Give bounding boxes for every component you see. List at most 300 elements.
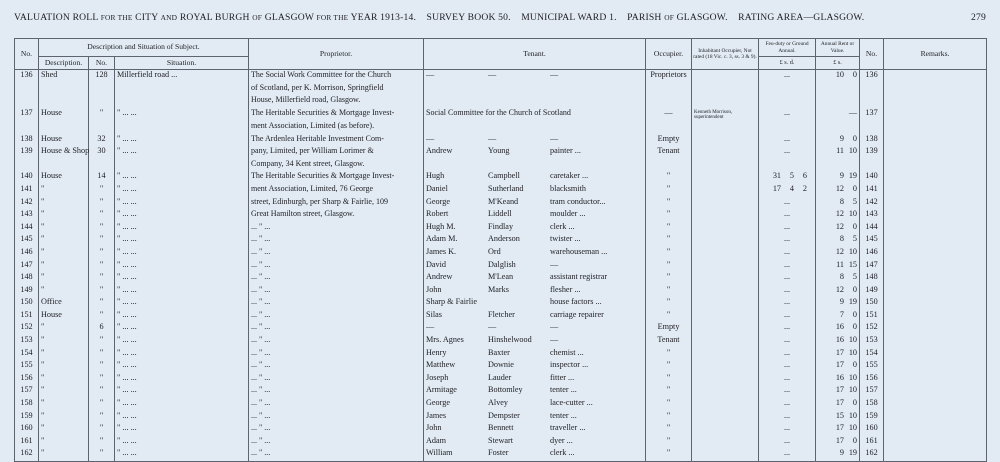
row-feu-duty — [759, 310, 816, 323]
row-proprietor: The Ardenlea Heritable Investment Com- — [249, 134, 424, 147]
row-street-number: " — [89, 184, 115, 197]
row-situation: " ... ... — [115, 260, 249, 273]
row-situation: Millerfield road ... — [115, 70, 249, 83]
row-situation: " ... ... — [115, 234, 249, 247]
row-rent — [816, 171, 860, 184]
page-number: 279 — [971, 12, 986, 23]
row-proprietor: street, Edinburgh, per Sharp & Fairlie, 109 — [249, 197, 424, 210]
row-number: 161 — [15, 436, 39, 449]
feu-dots: ... — [783, 234, 791, 244]
row-number: 148 — [15, 272, 39, 285]
municipal-ward: MUNICIPAL WARD 1. — [521, 12, 617, 23]
tenant-forename: — — [426, 322, 435, 332]
row-remarks — [884, 272, 987, 285]
tenant-forename: — — [426, 133, 435, 143]
row-inhabitant — [692, 423, 759, 436]
row-rent — [816, 285, 860, 298]
rent-shillings: 10 — [848, 347, 858, 357]
row-remarks — [884, 209, 987, 222]
row-feu-duty — [759, 95, 816, 108]
row-inhabitant — [692, 385, 759, 398]
feu-dots: ... — [783, 398, 791, 408]
row-feu-duty — [759, 171, 816, 184]
tenant-surname: Sutherland — [488, 183, 524, 193]
row-occupier: " — [646, 247, 692, 260]
row-number-right: 159 — [860, 411, 884, 424]
rating-area: RATING AREA—GLASGOW. — [738, 12, 865, 23]
row-feu-duty — [759, 436, 816, 449]
row-inhabitant — [692, 260, 759, 273]
row-tenant — [424, 398, 646, 411]
row-number: 141 — [15, 184, 39, 197]
row-situation: " ... ... — [115, 448, 249, 461]
row-proprietor: House, Millerfield road, Glasgow. — [249, 95, 424, 108]
rent-shillings: 0 — [852, 70, 858, 79]
row-proprietor: pany, Limited, per William Lorimer & — [249, 146, 424, 159]
row-occupier: " — [646, 448, 692, 461]
row-inhabitant — [692, 197, 759, 210]
row-feu-duty — [759, 108, 816, 121]
row-feu-duty — [759, 70, 816, 83]
tenant-forename: Joseph — [426, 372, 449, 382]
row-situation: " ... ... — [115, 423, 249, 436]
row-street-number — [89, 121, 115, 134]
rent-pounds: 9 — [839, 297, 845, 307]
row-proprietor: ... " ... — [249, 247, 424, 260]
row-inhabitant — [692, 222, 759, 235]
row-number-right: 152 — [860, 322, 884, 335]
row-occupier — [646, 95, 692, 108]
row-proprietor: The Heritable Securities & Mortgage Invest- — [249, 108, 424, 121]
row-feu-duty — [759, 322, 816, 335]
row-occupier: Tenant — [646, 335, 692, 348]
tenant-forename: William — [426, 448, 453, 458]
row-rent — [816, 360, 860, 373]
tenant-occupation: — — [550, 259, 559, 269]
row-tenant — [424, 297, 646, 310]
row-number: 156 — [15, 373, 39, 386]
row-proprietor: The Heritable Securities & Mortgage Invest- — [249, 171, 424, 184]
row-remarks — [884, 121, 987, 134]
row-description: " — [39, 184, 89, 197]
parish-b: GLASGOW. — [676, 12, 728, 23]
table-row — [15, 322, 987, 335]
row-feu-duty — [759, 159, 816, 172]
row-inhabitant — [692, 209, 759, 222]
row-street-number: " — [89, 260, 115, 273]
row-street-number: " — [89, 108, 115, 121]
row-remarks — [884, 234, 987, 247]
row-tenant — [424, 95, 646, 108]
row-street-number: 30 — [89, 146, 115, 159]
table-row — [15, 95, 987, 108]
col-inhabitant: Inhabitant Occupier, Not rated (18 Vic. c. 3, ss. 3 & 9). — [692, 39, 759, 70]
tenant-surname: Alvey — [488, 398, 509, 408]
tenant-surname: — — [488, 133, 497, 143]
tenant-forename: James — [426, 410, 447, 420]
row-street-number: " — [89, 222, 115, 235]
row-situation: " ... ... — [115, 134, 249, 147]
table-row — [15, 348, 987, 361]
row-situation: " ... ... — [115, 197, 249, 210]
feu-dots: ... — [783, 423, 791, 433]
row-rent — [816, 423, 860, 436]
row-situation: " ... ... — [115, 335, 249, 348]
row-inhabitant — [692, 322, 759, 335]
tenant-forename: Silas — [426, 309, 442, 319]
row-tenant — [424, 436, 646, 449]
row-rent — [816, 121, 860, 134]
rent-shillings: 10 — [848, 335, 858, 345]
row-inhabitant — [692, 360, 759, 373]
rent-pounds: 17 — [835, 423, 845, 433]
row-description: " — [39, 247, 89, 260]
feu-shillings: 4 — [789, 183, 795, 193]
row-rent — [816, 310, 860, 323]
row-proprietor: ... " ... — [249, 448, 424, 461]
row-number-right — [860, 95, 884, 108]
feu-dots: ... — [783, 360, 791, 370]
row-description: " — [39, 197, 89, 210]
tenant-surname: — — [488, 70, 497, 79]
row-remarks — [884, 70, 987, 83]
tenant-forename: — — [426, 70, 435, 79]
feu-dots: ... — [783, 107, 791, 117]
row-feu-duty — [759, 360, 816, 373]
row-number-right: 140 — [860, 171, 884, 184]
tenant-full: Social Committee for the Church of Scotland — [426, 107, 571, 117]
row-inhabitant — [692, 335, 759, 348]
feu-pounds: 17 — [772, 183, 782, 193]
tenant-surname: Downie — [488, 360, 514, 370]
row-description: " — [39, 360, 89, 373]
row-description: " — [39, 411, 89, 424]
row-number: 140 — [15, 171, 39, 184]
row-rent — [816, 197, 860, 210]
row-tenant — [424, 171, 646, 184]
row-number: 151 — [15, 310, 39, 323]
row-feu-duty — [759, 335, 816, 348]
rent-pounds: 8 — [839, 196, 845, 206]
row-occupier: " — [646, 436, 692, 449]
table-row — [15, 197, 987, 210]
row-proprietor: ... " ... — [249, 411, 424, 424]
row-number — [15, 121, 39, 134]
row-rent — [816, 436, 860, 449]
row-proprietor: ... " ... — [249, 348, 424, 361]
row-remarks — [884, 222, 987, 235]
rent-pounds: 9 — [839, 133, 845, 143]
row-tenant — [424, 197, 646, 210]
row-occupier: " — [646, 197, 692, 210]
tenant-surname: Stewart — [488, 435, 514, 445]
row-situation: " ... ... — [115, 272, 249, 285]
row-situation: " ... ... — [115, 373, 249, 386]
row-street-number: " — [89, 436, 115, 449]
row-number-right: 154 — [860, 348, 884, 361]
feu-pence: 2 — [802, 183, 808, 193]
rent-shillings: 19 — [848, 171, 858, 181]
row-street-number: " — [89, 310, 115, 323]
row-inhabitant — [692, 234, 759, 247]
row-remarks — [884, 436, 987, 449]
row-number-right — [860, 83, 884, 96]
row-description — [39, 95, 89, 108]
row-description — [39, 121, 89, 134]
row-feu-duty — [759, 285, 816, 298]
tenant-forename: John — [426, 423, 442, 433]
row-remarks — [884, 247, 987, 260]
row-remarks — [884, 260, 987, 273]
row-situation: " ... ... — [115, 222, 249, 235]
tenant-surname: Baxter — [488, 347, 510, 357]
row-number — [15, 83, 39, 96]
row-tenant — [424, 234, 646, 247]
row-tenant — [424, 310, 646, 323]
row-feu-duty — [759, 234, 816, 247]
feu-dots: ... — [783, 259, 791, 269]
row-number: 144 — [15, 222, 39, 235]
table-row — [15, 285, 987, 298]
rent-pounds: 17 — [835, 398, 845, 408]
tenant-surname: Bottomley — [488, 385, 523, 395]
row-remarks — [884, 171, 987, 184]
tenant-surname: Campbell — [488, 171, 520, 181]
row-inhabitant — [692, 310, 759, 323]
title-and: AND — [160, 13, 178, 22]
row-remarks — [884, 385, 987, 398]
row-street-number: " — [89, 398, 115, 411]
rent-pounds: 7 — [839, 309, 845, 319]
title-of: OF — [252, 13, 263, 22]
tenant-surname: Young — [488, 146, 510, 156]
rent-pounds: 17 — [835, 385, 845, 395]
row-situation: " ... ... — [115, 360, 249, 373]
row-inhabitant — [692, 134, 759, 147]
row-inhabitant — [692, 297, 759, 310]
row-remarks — [884, 95, 987, 108]
row-occupier: " — [646, 272, 692, 285]
feu-dots: ... — [783, 246, 791, 256]
row-street-number: " — [89, 448, 115, 461]
col-no: No. — [15, 39, 39, 70]
row-street-number: 32 — [89, 134, 115, 147]
row-number-right: 141 — [860, 184, 884, 197]
row-proprietor: ... " ... — [249, 398, 424, 411]
row-occupier: " — [646, 423, 692, 436]
row-proprietor: ... " ... — [249, 322, 424, 335]
row-feu-duty — [759, 398, 816, 411]
col-proprietor: Proprietor. — [249, 39, 424, 70]
row-proprietor: ... " ... — [249, 423, 424, 436]
table-row — [15, 335, 987, 348]
row-tenant — [424, 83, 646, 96]
row-remarks — [884, 373, 987, 386]
row-proprietor: ... " ... — [249, 234, 424, 247]
tenant-forename: Sharp & Fairlie — [426, 297, 477, 307]
feu-dots: ... — [783, 448, 791, 458]
rent-shillings: — — [848, 107, 858, 117]
tenant-surname: Ord — [488, 246, 501, 256]
row-inhabitant — [692, 146, 759, 159]
row-description: House — [39, 171, 89, 184]
tenant-surname: Marks — [488, 284, 509, 294]
table-row — [15, 297, 987, 310]
row-description: " — [39, 272, 89, 285]
row-feu-duty — [759, 146, 816, 159]
row-number-right: 153 — [860, 335, 884, 348]
row-situation: " ... ... — [115, 348, 249, 361]
tenant-occupation: — — [550, 322, 559, 332]
col-feu-duty: Feu-duty or Ground Annual. — [759, 39, 816, 57]
row-proprietor: ... " ... — [249, 335, 424, 348]
row-remarks — [884, 297, 987, 310]
row-tenant — [424, 159, 646, 172]
row-number-right: 146 — [860, 247, 884, 260]
row-number-right: 145 — [860, 234, 884, 247]
row-street-number: " — [89, 209, 115, 222]
col-occupier: Occupier. — [646, 39, 692, 70]
row-description: " — [39, 373, 89, 386]
row-number-right: 139 — [860, 146, 884, 159]
row-proprietor: ... " ... — [249, 285, 424, 298]
row-situation: " ... ... — [115, 146, 249, 159]
row-inhabitant: Kenneth Morrison, superintendent — [692, 108, 759, 121]
row-description: " — [39, 348, 89, 361]
row-situation: " ... ... — [115, 108, 249, 121]
page-title — [14, 12, 864, 23]
row-description: Office — [39, 297, 89, 310]
row-occupier: " — [646, 385, 692, 398]
ls-rent: £ s. — [816, 57, 860, 70]
rent-pounds: 17 — [835, 435, 845, 445]
rent-pounds: 8 — [839, 234, 845, 244]
row-number-right: 157 — [860, 385, 884, 398]
tenant-occupation: warehouseman ... — [550, 246, 608, 256]
row-feu-duty — [759, 348, 816, 361]
row-number-right: 137 — [860, 108, 884, 121]
row-occupier: " — [646, 310, 692, 323]
row-situation: " ... ... — [115, 436, 249, 449]
tenant-occupation: tram conductor... — [550, 196, 606, 206]
row-occupier: — — [646, 108, 692, 121]
row-number: 152 — [15, 322, 39, 335]
row-description: " — [39, 260, 89, 273]
rent-pounds: 10 — [835, 70, 845, 79]
rent-shillings: 0 — [852, 322, 858, 332]
table-row — [15, 373, 987, 386]
row-remarks — [884, 184, 987, 197]
row-rent — [816, 95, 860, 108]
row-inhabitant — [692, 247, 759, 260]
row-street-number: " — [89, 197, 115, 210]
row-description: " — [39, 285, 89, 298]
row-description — [39, 159, 89, 172]
row-rent — [816, 83, 860, 96]
tenant-occupation: tenter ... — [550, 410, 577, 420]
title-for: FOR THE — [100, 13, 133, 22]
row-rent — [816, 260, 860, 273]
row-tenant — [424, 247, 646, 260]
rent-shillings: 0 — [852, 133, 858, 143]
row-number: 139 — [15, 146, 39, 159]
row-inhabitant — [692, 95, 759, 108]
row-description: " — [39, 234, 89, 247]
table-row — [15, 171, 987, 184]
row-occupier: " — [646, 360, 692, 373]
row-inhabitant — [692, 171, 759, 184]
row-occupier — [646, 83, 692, 96]
row-proprietor: ... " ... — [249, 260, 424, 273]
tenant-occupation: — — [550, 70, 559, 79]
feu-dots: ... — [783, 297, 791, 307]
row-proprietor: The Social Work Committee for the Church — [249, 70, 424, 83]
row-feu-duty — [759, 297, 816, 310]
row-remarks — [884, 134, 987, 147]
row-feu-duty — [759, 121, 816, 134]
row-remarks — [884, 322, 987, 335]
rent-shillings: 10 — [848, 385, 858, 395]
row-occupier — [646, 121, 692, 134]
tenant-forename: David — [426, 259, 447, 269]
row-tenant — [424, 360, 646, 373]
rent-shillings: 10 — [848, 209, 858, 219]
tenant-forename: Henry — [426, 347, 447, 357]
row-situation — [115, 121, 249, 134]
feu-pounds: 31 — [772, 171, 782, 181]
row-proprietor: ... " ... — [249, 373, 424, 386]
row-description: Shed — [39, 70, 89, 83]
row-rent — [816, 322, 860, 335]
feu-dots: ... — [783, 70, 791, 79]
rent-pounds: 16 — [835, 372, 845, 382]
row-tenant — [424, 134, 646, 147]
row-remarks — [884, 411, 987, 424]
tenant-surname: Lauder — [488, 372, 512, 382]
row-number-right: 148 — [860, 272, 884, 285]
row-remarks — [884, 423, 987, 436]
row-description: House — [39, 310, 89, 323]
feu-dots: ... — [783, 309, 791, 319]
row-street-number: " — [89, 373, 115, 386]
tenant-surname: — — [488, 322, 497, 332]
row-street-number: " — [89, 285, 115, 298]
row-feu-duty — [759, 197, 816, 210]
tenant-forename: Andrew — [426, 272, 453, 282]
row-number: 145 — [15, 234, 39, 247]
row-occupier: " — [646, 348, 692, 361]
rent-pounds: 11 — [836, 146, 845, 156]
row-proprietor: ... " ... — [249, 436, 424, 449]
tenant-surname: Hinshelwood — [488, 335, 532, 345]
rent-pounds: 12 — [835, 183, 845, 193]
row-situation: " ... ... — [115, 322, 249, 335]
title-for2: FOR THE — [316, 13, 349, 22]
row-situation — [115, 95, 249, 108]
row-feu-duty — [759, 260, 816, 273]
rent-shillings: 19 — [848, 448, 858, 458]
rent-shillings: 5 — [852, 234, 858, 244]
row-occupier — [646, 159, 692, 172]
row-number: 150 — [15, 297, 39, 310]
table-row — [15, 70, 987, 83]
row-remarks — [884, 348, 987, 361]
row-occupier: " — [646, 398, 692, 411]
rent-shillings: 15 — [848, 259, 858, 269]
row-street-number: " — [89, 360, 115, 373]
row-inhabitant — [692, 184, 759, 197]
rent-shillings: 19 — [848, 297, 858, 307]
